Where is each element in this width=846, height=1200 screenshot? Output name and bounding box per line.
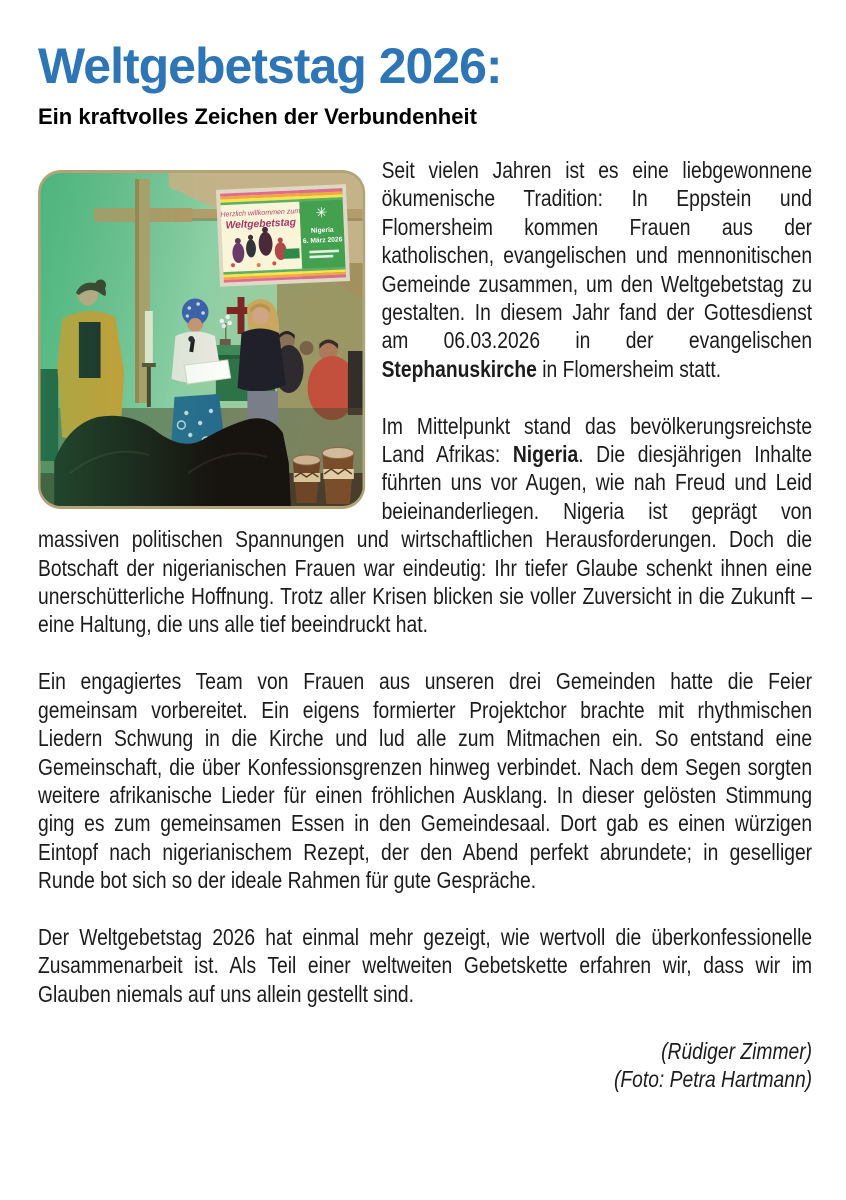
paragraph-nigeria-lead: Im Mittelpunkt stand das bevölkerungsreichste Land Afrikas: [381,412,813,468]
paragraph-nigeria-tail: . Die diesjährigen Inhalte führten uns vor Augen, wie nah Freud und Leid beieinanderliegen. Nigeria ist geprägt von massiven politischen Spannungen und wirtschaftlichen Herausforderungen. Doch die Botschaft der nigerianischen Frauen war eindeutig: Ihr tiefer Glaube schenkt ihnen eine unerschütterliche Hoffnung. Trotz aller Krisen blicken sie voller Zuversicht in die Zukunft – eine Haltung, die uns alle tief beeindruckt hat. [38,441,813,638]
paragraph-intro-text: Seit vielen Jahren ist es eine liebgewonnene ökumenische Tradition: In Eppstein und Flomersheim kommen Frauen aus der katholischen, evangelischen und mennonitischen Gemeinde zusammen, um den Weltgebetstag zu gestalten. In diesem Jahr fand der Gottesdienst am 06.03.2026 in der evangelischen [381,157,813,354]
event-photo-scene [40,173,362,506]
event-photo [38,170,365,509]
page-title: Weltgebetstag 2026: [38,38,502,94]
article-body [38,156,812,1093]
country-bold: Nigeria [512,441,579,468]
paragraph-intro-tail: in Flomersheim statt. [536,355,722,382]
church-name-bold: Stephanuskirche [381,355,537,382]
green-light-overlay [40,173,362,506]
paragraph-closing: Der Weltgebetstag 2026 hat einmal mehr gezeigt, wie wertvoll die überkonfessionelle Zusammenarbeit ist. Als Teil einer weltweiten Gebetskette erfahren wir, dass wir im Glauben niemals auf uns allein gestellt sind. [38,923,813,1007]
attribution-author: (Rüdiger Zimmer) [661,1037,813,1064]
page-subtitle: Ein kraftvolles Zeichen der Verbundenheit [38,104,477,129]
attribution-photo: (Foto: Petra Hartmann) [613,1065,813,1092]
paragraph-team: Ein engagiertes Team von Frauen aus unseren drei Gemeinden hatte die Feier gemeinsam vorbereitet. Ein eigens formierter Projektchor brachte mit rhythmischen Liedern Schwung in die Kirche und lud alle zum Mitmachen ein. So entstand eine Gemeinschaft, die über Konfessionsgrenzen hinweg verbindet. Nach dem Segen sorgten weitere afrikanische Lieder für einen fröhlichen Ausklang. In dieser gelösten Stimmung ging es zum gemeinsamen Essen in den Gemeindesaal. Dort gab es einen würzigen Eintopf nach nigerianischem Rezept, der den Abend perfekt abrundete; in geselliger Runde bot sich so der ideale Rahmen für gute Gespräche. [38,668,813,894]
